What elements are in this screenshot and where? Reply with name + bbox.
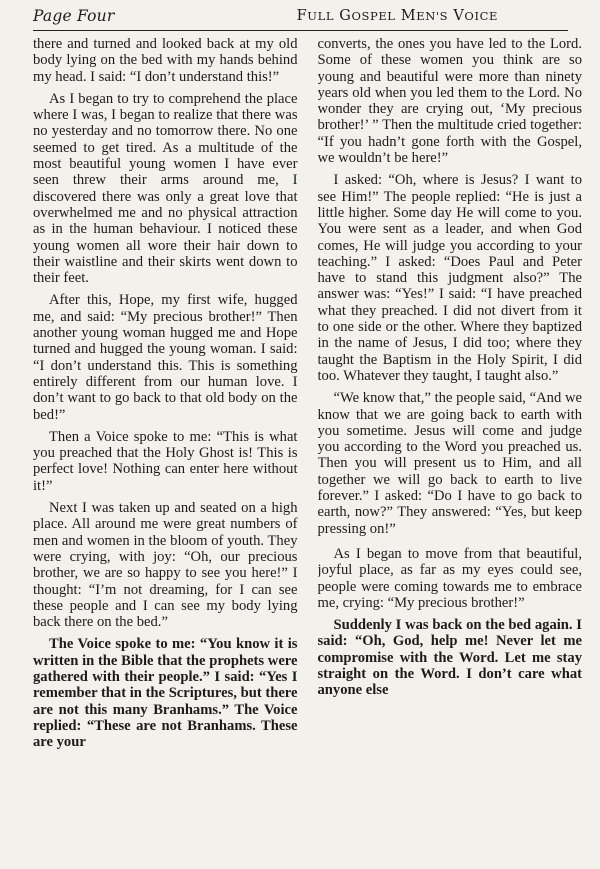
- page-number: Page Four: [33, 7, 115, 25]
- paragraph: As I began to move from that beautiful, joyful place, as far as my eyes could see, people were coming towards me to embrace me, crying: “My precious brother!”: [317, 545, 582, 611]
- paragraph: Suddenly I was back on the bed again. I said: “Oh, God, help me! Never let me compromise with the Word. Let me stay straight on the Word. I don’t care what anyone else: [317, 617, 582, 699]
- article-body: [33, 36, 582, 859]
- paragraph: As I began to try to comprehend the place where I was, I began to realize that there was no yesterday and no tomorrow there. No one seemed to get tired. As a multitude of the most beautiful young women I have ever seen threw their arms around me, I discovered there was only a great love that overwhelmed me and no physical attraction as in the human behaviour. I noticed these young women all wore their hair down to their waistline and their skirts went down to their feet.: [33, 90, 298, 287]
- paragraph: converts, the ones you have led to the Lord. Some of these women you think are so young and beautiful were more than ninety years old when you led them to the Lord. No wonder they are crying out, ‘My precious brother!’ ” Then the multitude cried together: “If you hadn’t gone forth with the Gospel, we wouldn’t be here!”: [317, 36, 582, 167]
- paragraph: Then a Voice spoke to me: “This is what you preached that the Holy Ghost is! This is perfect love! Nothing can enter here without it!”: [33, 428, 298, 494]
- paragraph: I asked: “Oh, where is Jesus? I want to see Him!” The people replied: “He is just a little higher. Some day He will come to you. You were sent as a leader, and when God comes, He will judge you according to your teaching.” I asked: “Does Paul and Peter have to stand this judgment also?” The answer was: “Yes!” I said: “I have preached what they preached. I did not divert from it to one side or the other. Where they baptized in the name of Jesus, I did too; where they taught the Baptism in the Holy Spirit, I did too. Whatever they taught, I taught also.”: [317, 172, 582, 384]
- left-column: [33, 36, 298, 859]
- right-column: [318, 36, 583, 859]
- paragraph: there and turned and looked back at my old body lying on the bed with my hands behind my head. I said: “I don’t understand this!”: [33, 36, 298, 85]
- paragraph: Next I was taken up and seated on a high place. All around me were great numbers of men and women in the bloom of youth. They were crying, with joy: “Oh, our precious brother, we are so happy to see you here!” I thought: “I’m not dreaming, for I can see these people and I can see my body lying back there on the bed.”: [33, 500, 298, 631]
- paragraph: “We know that,” the people said, “And we know that we are going back to earth with you sometime. Jesus will come and judge you according to the Word you preached us. Then you will present us to Him, and all together we will go back to earth to live forever.” I asked: “Do I have to go back to earth, now?” They answered: “Yes, but keep pressing on!”: [317, 390, 582, 537]
- page-header: [33, 2, 568, 31]
- publication-title: FULL GOSPEL MEN'S VOICE: [296, 8, 498, 24]
- paragraph: After this, Hope, my first wife, hugged me, and said: “My precious brother!” Then another young woman hugged me and Hope turned and hugged the young woman. I said: “I don’t understand this. This is something entirely different from our human love. I don’t want to go back to that old body on the bed!”: [33, 292, 298, 423]
- paragraph: The Voice spoke to me: “You know it is written in the Bible that the prophets were gathered with their people.” I said: “Yes I remember that in the Scriptures, but there are not this many Branhams.” The Voice replied: “These are not Branhams. These are your: [33, 636, 298, 751]
